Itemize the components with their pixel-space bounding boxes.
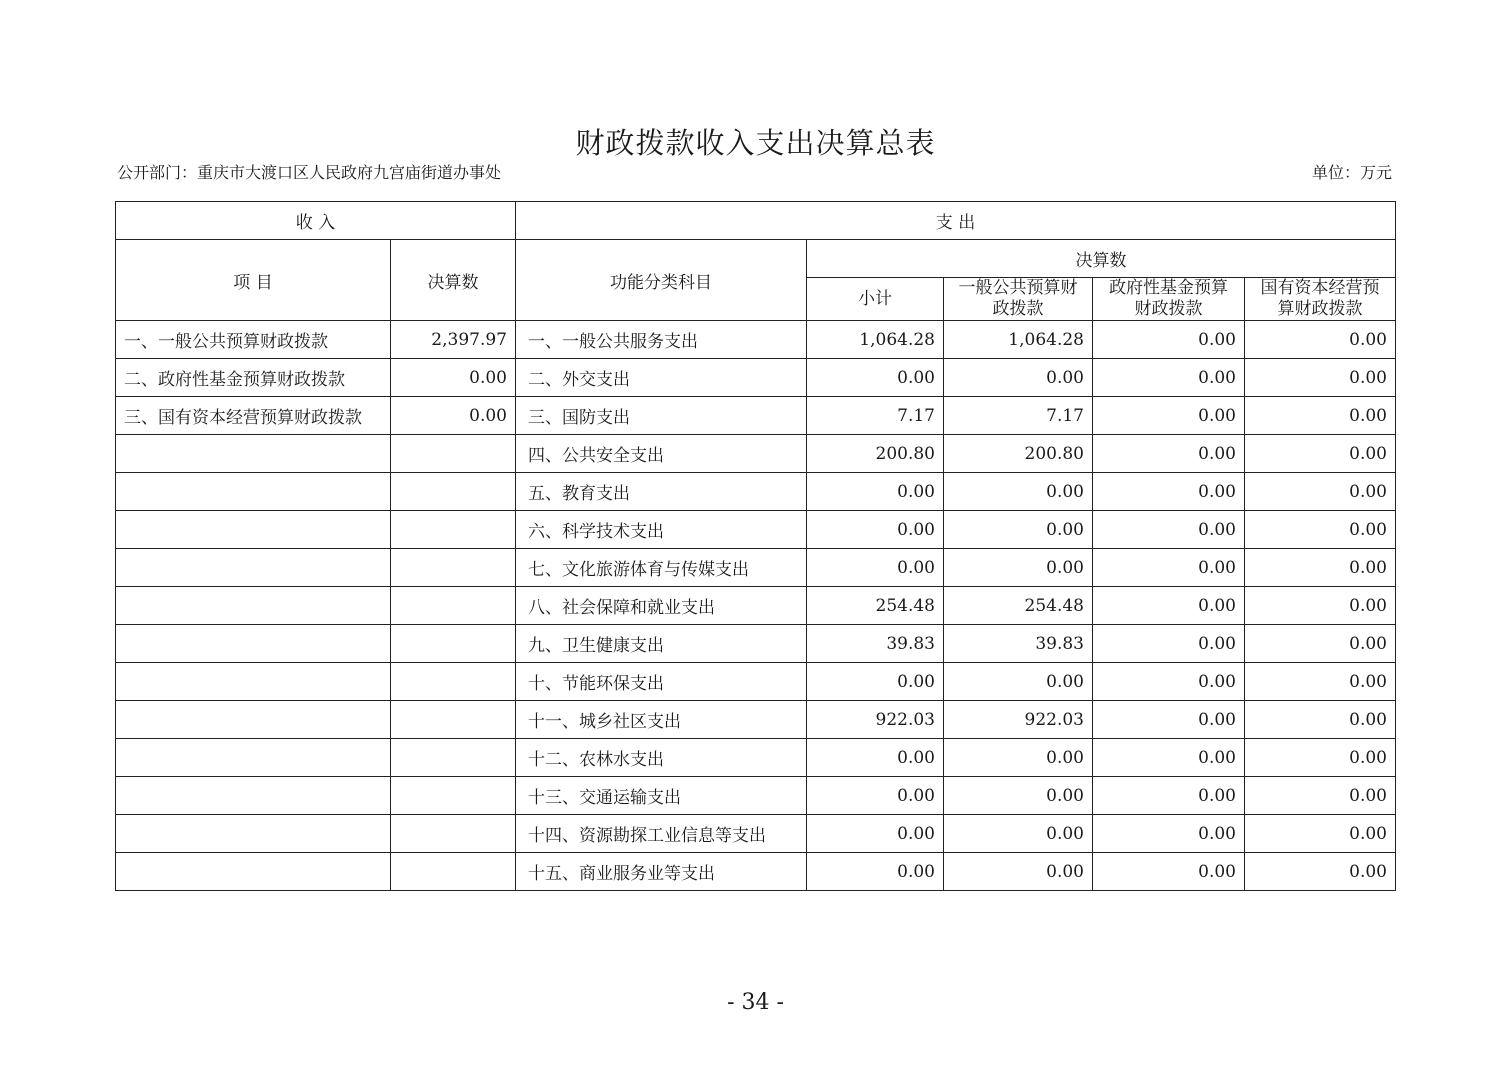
gov-fund-cell: 0.00 [1093, 359, 1245, 397]
subject-cell: 九、卫生健康支出 [516, 625, 807, 663]
income-amount-cell [391, 587, 516, 625]
page-title: 财政拨款收入支出决算总表 [575, 126, 936, 160]
income-amount-cell [391, 853, 516, 891]
income-item-cell [116, 435, 391, 473]
state-capital-cell: 0.00 [1245, 625, 1396, 663]
income-item-cell: 二、政府性基金预算财政拨款 [116, 359, 391, 397]
subtotal-cell: 0.00 [807, 473, 944, 511]
income-item-cell [116, 587, 391, 625]
subject-cell: 七、文化旅游体育与传媒支出 [516, 549, 807, 587]
general-budget-cell: 200.80 [944, 435, 1093, 473]
subtotal-cell: 0.00 [807, 815, 944, 853]
income-item-cell [116, 511, 391, 549]
subject-cell: 四、公共安全支出 [516, 435, 807, 473]
income-amount-cell [391, 511, 516, 549]
item-header: 项 目 [116, 240, 391, 321]
table-row [116, 815, 1396, 853]
state-capital-cell: 0.00 [1245, 587, 1396, 625]
subject-cell: 二、外交支出 [516, 359, 807, 397]
table-row [116, 511, 1396, 549]
general-budget-cell: 39.83 [944, 625, 1093, 663]
income-header: 收 入 [116, 202, 516, 240]
amount-header: 决算数 [391, 240, 516, 321]
gov-fund-cell: 0.00 [1093, 701, 1245, 739]
income-amount-cell: 2,397.97 [391, 321, 516, 359]
table-row [116, 625, 1396, 663]
income-item-cell [116, 777, 391, 815]
subtotal-cell: 0.00 [807, 853, 944, 891]
income-item-cell [116, 739, 391, 777]
income-amount-cell [391, 625, 516, 663]
state-capital-header: 国有资本经营预算财政拨款 [1245, 278, 1396, 321]
gov-fund-cell: 0.00 [1093, 473, 1245, 511]
income-item-cell [116, 549, 391, 587]
general-budget-cell: 0.00 [944, 777, 1093, 815]
general-budget-cell: 0.00 [944, 473, 1093, 511]
general-budget-cell: 0.00 [944, 739, 1093, 777]
header-row-1 [116, 202, 1396, 240]
state-capital-cell: 0.00 [1245, 511, 1396, 549]
subject-cell: 十、节能环保支出 [516, 663, 807, 701]
department-label: 公开部门：重庆市大渡口区人民政府九宫庙街道办事处 [117, 163, 502, 182]
subtotal-cell: 39.83 [807, 625, 944, 663]
income-amount-cell [391, 777, 516, 815]
table-row [116, 701, 1396, 739]
subject-cell: 十三、交通运输支出 [516, 777, 807, 815]
subtotal-cell: 200.80 [807, 435, 944, 473]
gov-fund-cell: 0.00 [1093, 853, 1245, 891]
table-row [116, 587, 1396, 625]
table-row [116, 321, 1396, 359]
gov-fund-cell: 0.00 [1093, 625, 1245, 663]
gov-fund-cell: 0.00 [1093, 435, 1245, 473]
state-capital-cell: 0.00 [1245, 777, 1396, 815]
income-item-cell [116, 663, 391, 701]
gov-fund-cell: 0.00 [1093, 777, 1245, 815]
gov-fund-cell: 0.00 [1093, 397, 1245, 435]
subject-cell: 三、国防支出 [516, 397, 807, 435]
income-item-cell [116, 625, 391, 663]
subtotal-cell: 922.03 [807, 701, 944, 739]
subject-cell: 十一、城乡社区支出 [516, 701, 807, 739]
state-capital-cell: 0.00 [1245, 815, 1396, 853]
general-budget-header: 一般公共预算财政拨款 [944, 278, 1093, 321]
gov-fund-cell: 0.00 [1093, 511, 1245, 549]
expense-header: 支 出 [516, 202, 1396, 240]
subject-cell: 十二、农林水支出 [516, 739, 807, 777]
table-row [116, 853, 1396, 891]
income-amount-cell: 0.00 [391, 359, 516, 397]
income-amount-cell [391, 435, 516, 473]
income-item-cell [116, 853, 391, 891]
subtotal-cell: 0.00 [807, 777, 944, 815]
subject-cell: 十五、商业服务业等支出 [516, 853, 807, 891]
subtotal-cell: 1,064.28 [807, 321, 944, 359]
gov-fund-cell: 0.00 [1093, 663, 1245, 701]
state-capital-cell: 0.00 [1245, 739, 1396, 777]
state-capital-cell: 0.00 [1245, 473, 1396, 511]
subtotal-cell: 0.00 [807, 511, 944, 549]
header-row-2 [116, 240, 1396, 278]
income-item-cell [116, 473, 391, 511]
table-row [116, 549, 1396, 587]
state-capital-cell: 0.00 [1245, 435, 1396, 473]
gov-fund-cell: 0.00 [1093, 815, 1245, 853]
general-budget-cell: 0.00 [944, 663, 1093, 701]
subtotal-cell: 7.17 [807, 397, 944, 435]
final-accounts-table [115, 201, 1396, 891]
function-subject-header: 功能分类科目 [516, 240, 807, 321]
general-budget-cell: 922.03 [944, 701, 1093, 739]
general-budget-cell: 1,064.28 [944, 321, 1093, 359]
subject-cell: 十四、资源勘探工业信息等支出 [516, 815, 807, 853]
income-amount-cell [391, 473, 516, 511]
income-item-cell: 三、国有资本经营预算财政拨款 [116, 397, 391, 435]
income-amount-cell [391, 739, 516, 777]
state-capital-cell: 0.00 [1245, 549, 1396, 587]
general-budget-cell: 0.00 [944, 359, 1093, 397]
income-item-cell [116, 815, 391, 853]
gov-fund-cell: 0.00 [1093, 739, 1245, 777]
income-amount-cell [391, 549, 516, 587]
gov-fund-cell: 0.00 [1093, 549, 1245, 587]
table-row [116, 777, 1396, 815]
income-item-cell: 一、一般公共预算财政拨款 [116, 321, 391, 359]
page-number: - 34 - [727, 990, 784, 1015]
general-budget-cell: 7.17 [944, 397, 1093, 435]
table-row [116, 435, 1396, 473]
general-budget-cell: 0.00 [944, 549, 1093, 587]
gov-fund-header: 政府性基金预算财政拨款 [1093, 278, 1245, 321]
general-budget-cell: 254.48 [944, 587, 1093, 625]
table-row [116, 663, 1396, 701]
subtotal-cell: 254.48 [807, 587, 944, 625]
state-capital-cell: 0.00 [1245, 359, 1396, 397]
general-budget-cell: 0.00 [944, 815, 1093, 853]
general-budget-cell: 0.00 [944, 853, 1093, 891]
subject-cell: 一、一般公共服务支出 [516, 321, 807, 359]
subtotal-cell: 0.00 [807, 739, 944, 777]
subtotal-cell: 0.00 [807, 359, 944, 397]
unit-label: 单位：万元 [1311, 163, 1392, 182]
table-row [116, 739, 1396, 777]
state-capital-cell: 0.00 [1245, 321, 1396, 359]
subtotal-cell: 0.00 [807, 663, 944, 701]
income-amount-cell [391, 663, 516, 701]
income-amount-cell [391, 701, 516, 739]
final-count-header: 决算数 [807, 240, 1396, 278]
gov-fund-cell: 0.00 [1093, 587, 1245, 625]
state-capital-cell: 0.00 [1245, 701, 1396, 739]
subtotal-header: 小计 [807, 278, 944, 321]
income-amount-cell: 0.00 [391, 397, 516, 435]
income-item-cell [116, 701, 391, 739]
income-amount-cell [391, 815, 516, 853]
table-row [116, 397, 1396, 435]
subject-cell: 八、社会保障和就业支出 [516, 587, 807, 625]
state-capital-cell: 0.00 [1245, 397, 1396, 435]
subject-cell: 五、教育支出 [516, 473, 807, 511]
general-budget-cell: 0.00 [944, 511, 1093, 549]
table-row [116, 359, 1396, 397]
table-row [116, 473, 1396, 511]
gov-fund-cell: 0.00 [1093, 321, 1245, 359]
subject-cell: 六、科学技术支出 [516, 511, 807, 549]
subtotal-cell: 0.00 [807, 549, 944, 587]
state-capital-cell: 0.00 [1245, 663, 1396, 701]
state-capital-cell: 0.00 [1245, 853, 1396, 891]
